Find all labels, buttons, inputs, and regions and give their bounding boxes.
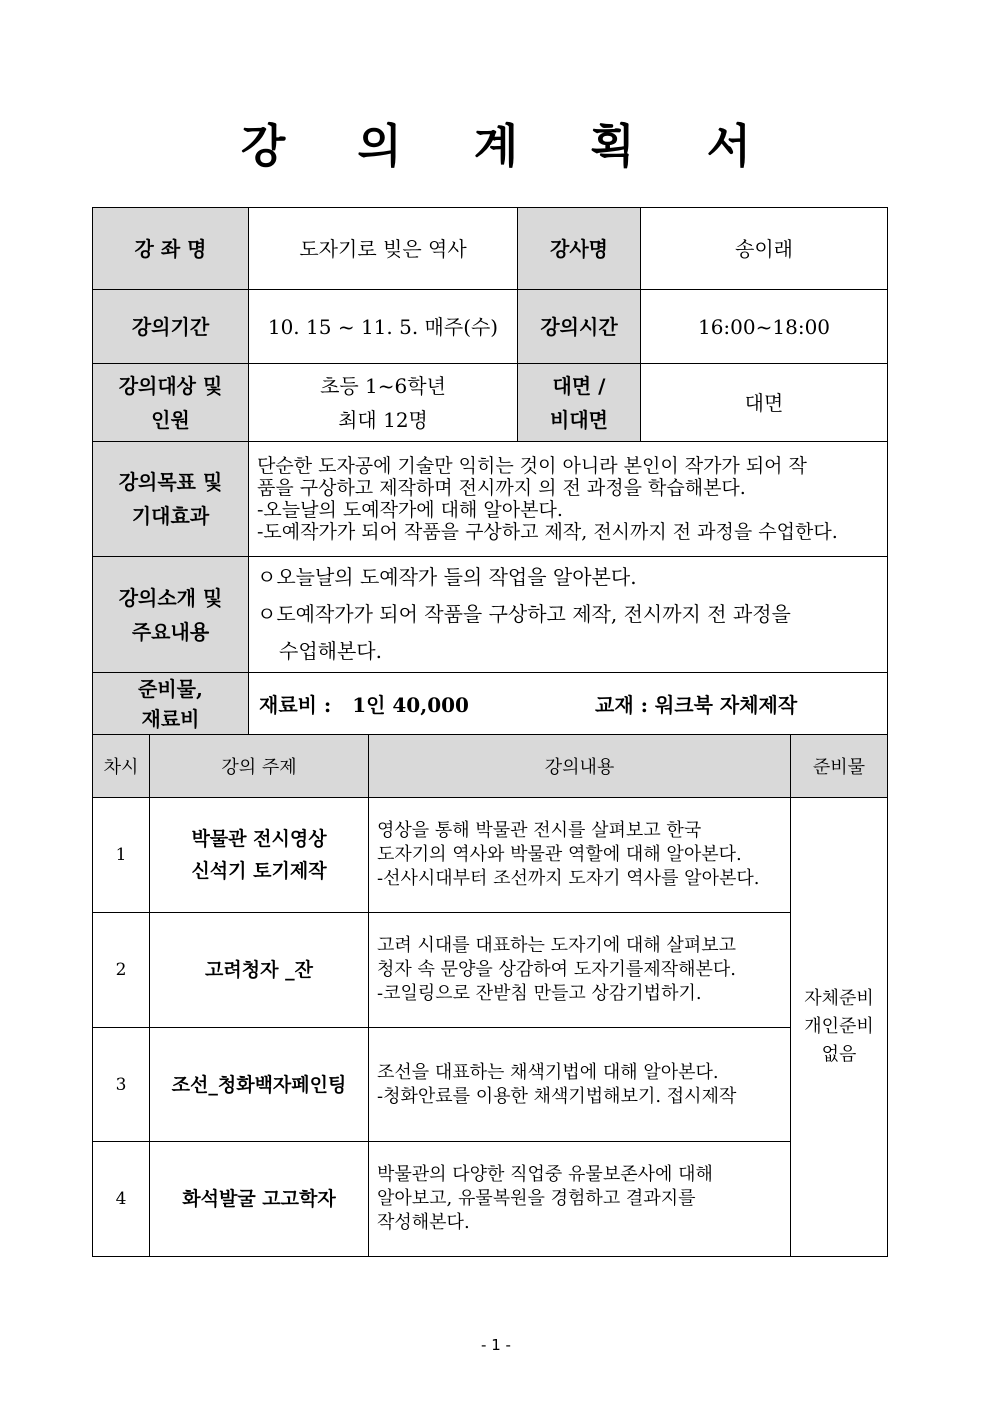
page-number: - 1 - [481, 1336, 511, 1354]
time-label: 강의시간 [518, 290, 641, 364]
session-number: 1 [93, 798, 150, 913]
mode-label-line: 대면 / [552, 373, 606, 398]
session-content [369, 1028, 791, 1142]
goal-label-line: 강의목표 및 [118, 470, 223, 494]
period-label: 강의기간 [93, 290, 249, 364]
session-topic: 조선_청화백자페인팅 [150, 1028, 369, 1142]
goal-line: -오늘날의 도예작가에 대해 알아본다. [257, 499, 563, 521]
content-line: -코일링으로 잔받침 만들고 상감기법하기. [377, 983, 702, 1004]
goal-line: -도예작가가 되어 작품을 구상하고 제작, 전시까지 전 과정을 수업한다. [257, 521, 838, 543]
session-content [369, 913, 791, 1028]
content-line: 청자 속 문양을 상감하여 도자기를제작해본다. [377, 959, 736, 980]
session-topic: 화석발굴 고고학자 [150, 1142, 369, 1257]
materials-label-line: 준비물, [138, 676, 203, 701]
target-label [93, 364, 249, 442]
table-row [93, 798, 888, 913]
target-capacity: 최대 12명 [338, 407, 428, 432]
intro-label [93, 557, 249, 673]
content-line: 영상을 통해 박물관 전시를 살펴보고 한국 [377, 820, 702, 841]
content-line: 알아보고, 유물복원을 경험하고 결과지를 [377, 1188, 696, 1209]
target-label-line: 강의대상 및 [118, 373, 223, 398]
header-session: 차시 [93, 735, 150, 798]
prep-line: 개인준비 [804, 1016, 874, 1037]
intro-label-line: 강의소개 및 [118, 585, 223, 610]
materials-textbook: 교재 : 워크북 자체제작 [595, 693, 798, 717]
schedule-table [92, 734, 888, 1257]
prep-line: 자체준비 [804, 988, 874, 1009]
table-row [93, 1028, 888, 1142]
target-label-line: 인원 [151, 407, 190, 432]
document-title: 강 의 계 획 서 [240, 119, 780, 173]
materials-label-line: 재료비 [141, 706, 200, 731]
mode-value: 대면 [641, 364, 888, 442]
target-grade: 초등 1~6학년 [320, 373, 446, 398]
intro-label-line: 주요내용 [131, 619, 210, 644]
intro-line: 수업해본다. [279, 639, 382, 663]
content-line: -청화안료를 이용한 채색기법해보기. 접시제작 [377, 1085, 737, 1107]
topic-line: 박물관 전시영상 [191, 828, 327, 850]
goal-text [249, 442, 888, 557]
content-line: 도자기의 역사와 박물관 역할에 대해 알아본다. [377, 844, 742, 865]
prep-line: 없음 [821, 1044, 857, 1065]
session-number: 3 [93, 1028, 150, 1142]
preparation-cell [791, 798, 888, 1257]
course-info-table [92, 207, 888, 735]
materials-label [93, 673, 249, 735]
header-preparation: 준비물 [791, 735, 888, 798]
topic-line: 신석기 토기제작 [191, 860, 327, 882]
header-topic: 강의 주제 [150, 735, 369, 798]
mode-label [518, 364, 641, 442]
session-content [369, 798, 791, 913]
instructor-label: 강사명 [518, 208, 641, 290]
intro-line: ㅇ도예작가가 되어 작품을 구상하고 제작, 전시까지 전 과정을 [257, 602, 791, 626]
target-value [249, 364, 518, 442]
session-number: 2 [93, 913, 150, 1028]
intro-text [249, 557, 888, 673]
content-line: 조선을 대표하는 채색기법에 대해 알아본다. [377, 1061, 719, 1083]
header-content: 강의내용 [369, 735, 791, 798]
content-line: 박물관의 다양한 직업중 유물보존사에 대해 [377, 1164, 713, 1185]
goal-label-line: 기대효과 [131, 504, 210, 528]
session-topic [150, 798, 369, 913]
session-topic: 고려청자 _잔 [150, 913, 369, 1028]
session-content [369, 1142, 791, 1257]
intro-line: ㅇ오늘날의 도예작가 들의 작업을 알아본다. [257, 565, 637, 589]
course-name-label: 강 좌 명 [93, 208, 249, 290]
materials-fee: 재료비 : 1인 40,000 [259, 693, 469, 717]
materials-value [249, 673, 888, 735]
session-number: 4 [93, 1142, 150, 1257]
goal-line: 품을 구상하고 제작하며 전시까지 의 전 과정을 학습해본다. [257, 477, 746, 499]
goal-line: 단순한 도자공에 기술만 익히는 것이 아니라 본인이 작가가 되어 작 [257, 455, 807, 477]
period-value: 10. 15 ~ 11. 5. 매주(수) [249, 290, 518, 364]
content-line: -선사시대부터 조선까지 도자기 역사를 알아본다. [377, 868, 760, 889]
mode-label-line: 비대면 [550, 407, 608, 432]
content-line: 고려 시대를 대표하는 도자기에 대해 살펴보고 [377, 935, 736, 956]
goal-label [93, 442, 249, 557]
table-row [93, 1142, 888, 1257]
time-value: 16:00~18:00 [641, 290, 888, 364]
table-row [93, 913, 888, 1028]
instructor-value: 송이래 [641, 208, 888, 290]
course-name-value: 도자기로 빚은 역사 [249, 208, 518, 290]
content-line: 작성해본다. [377, 1212, 470, 1233]
